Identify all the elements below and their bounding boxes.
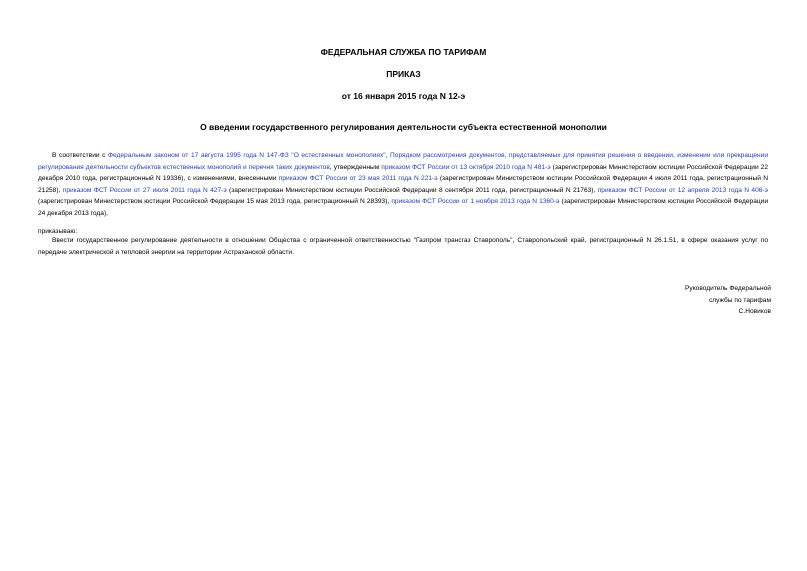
decides-line: приказываю: [38, 228, 78, 235]
operative-paragraph: Ввести государственное регулирование деятельности в отношении Общества с ограниченной ответственностью "Газпром трансгаз Ставрополь", Ставропольский край, регистрационный N 26.1.51, в сфере оказания услуг по передаче электрической и тепловой энергии на территории Астраханской области. [38, 237, 768, 256]
text-fragment: В соответствии с [52, 152, 108, 159]
link-order-427[interactable]: приказом ФСТ России от 27 июля 2011 года N 427-э [62, 186, 227, 194]
link-order-1360[interactable]: приказом ФСТ России от 1 ноября 2013 года N 1360-э [391, 198, 560, 206]
agency-title: ФЕДЕРАЛЬНАЯ СЛУЖБА ПО ТАРИФАМ [320, 47, 487, 57]
text-fragment: , [385, 152, 391, 159]
document-subject: О введении государственного регулирования деятельности субъекта естественной монополии [200, 122, 607, 132]
text-fragment: (зарегистрирован Министерством юстиции Российской Федерации 15 мая 2013 года, регистрационный N 28393), [38, 198, 392, 206]
document-type: ПРИКАЗ [386, 69, 421, 79]
signature-position-line2: службы по тарифам [708, 296, 771, 304]
link-federal-law[interactable]: Федеральным законом от 17 августа 1995 года N 147-ФЗ "О естественных монополиях" [108, 152, 386, 159]
text-fragment: , утвержденным [329, 163, 382, 171]
link-order-481[interactable]: приказом ФСТ России от 13 октября 2010 года N 481-э [381, 163, 551, 171]
link-order-406[interactable]: приказом ФСТ России от 12 апреля 2013 года N 406-э [597, 186, 768, 194]
link-order-221[interactable]: приказом ФСТ России от 23 мая 2011 года N 221-э [278, 175, 438, 183]
text-fragment: (зарегистрирован Министерством юстиции Российской Федерации 4 июля 2011 года, регистрационный N 21258), [38, 175, 768, 194]
signature-block [685, 283, 771, 318]
preamble-paragraph [38, 150, 768, 220]
signature-position-line1: Руководитель Федеральной [685, 285, 771, 292]
signatory-name: С.Новиков [738, 308, 771, 316]
text-fragment: (зарегистрирован Министерством юстиции Российской Федерации 22 декабря 2010 года, регистрационный N 19336), с изменениями, внесенными [38, 163, 768, 183]
text-fragment: (зарегистрирован Министерством юстиции Российской Федерации 24 декабря 2013 года), [38, 198, 769, 217]
link-procedure[interactable]: Порядком рассмотрения документов, представляемых для принятия решения о введении, изменении или прекращении регулирования деятельности субъектов естественных монополий и перечня таких документов [38, 152, 769, 171]
text-fragment: (зарегистрирован Министерством юстиции Российской Федерации 8 сентября 2011 года, регистрационный N 21763), [226, 186, 598, 194]
document-date-number: от 16 января 2015 года N 12-э [341, 91, 466, 101]
